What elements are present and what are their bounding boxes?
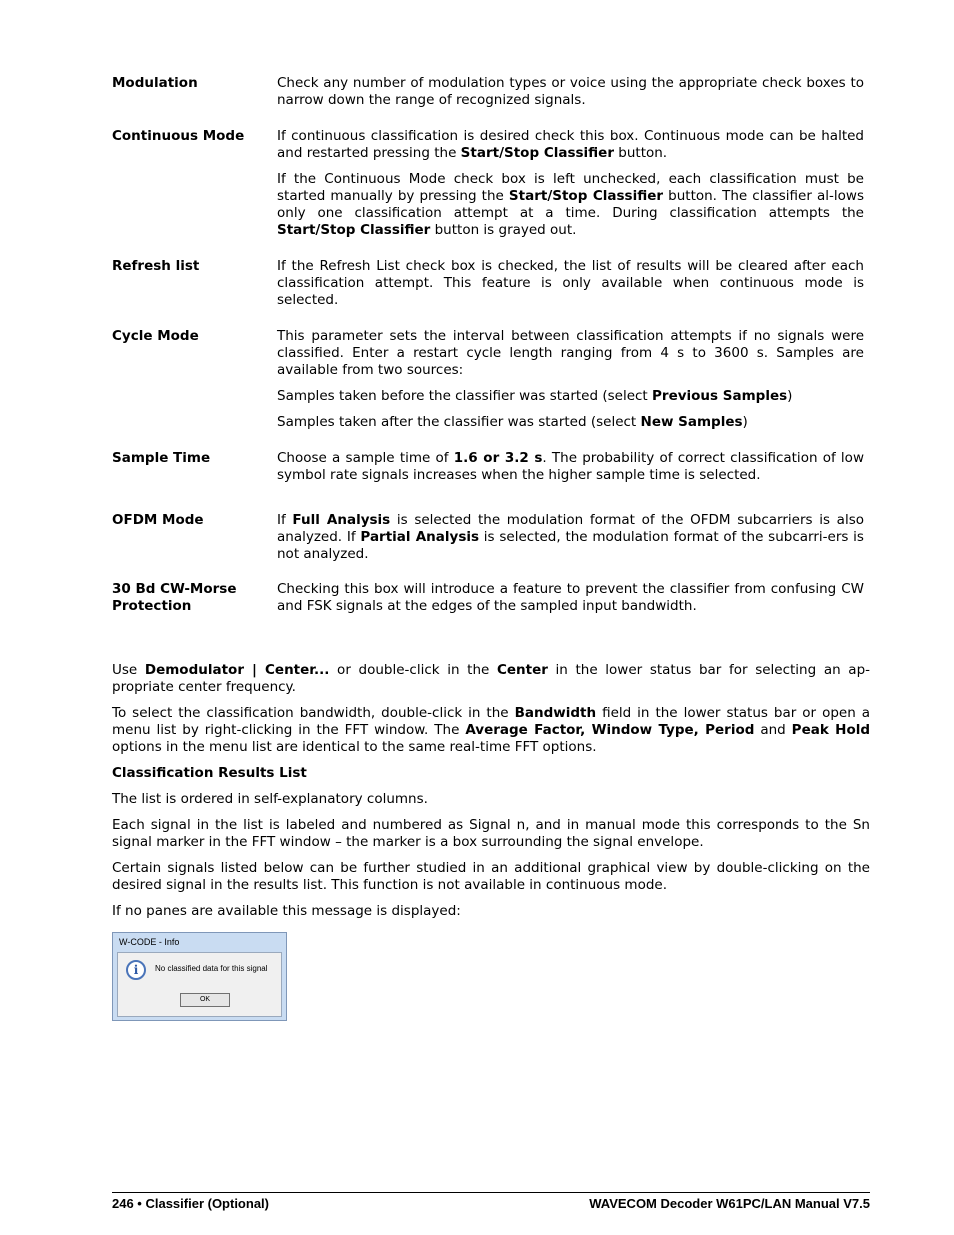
text-run: . The probability of correct classification of low symbol rate signals increases when the higher sample time is selected.: [277, 450, 864, 483]
option-description: [277, 512, 864, 563]
option-term: Cycle Mode: [112, 328, 199, 344]
text-run: If continuous classification is desired check this box. Continuous mode can be halted and restarted pressing the: [277, 128, 864, 161]
body-paragraph: [112, 662, 870, 696]
body-paragraph: [112, 903, 870, 920]
bold-run: Start/Stop Classifier: [508, 188, 664, 204]
text-run: Choose a sample time of: [277, 450, 454, 466]
text-run: Check any number of modulation types or voice using the appropriate check boxes to narrow down the range of recognized signals.: [277, 75, 864, 108]
footer-manual-title: WAVECOM Decoder W61PC/LAN Manual V7.5: [589, 1196, 870, 1211]
bold-run: Full Analysis: [292, 512, 391, 528]
description-paragraph: [277, 328, 864, 379]
ok-button[interactable]: OK: [180, 993, 230, 1007]
text-run: button. The classifier al-lows only one classification attempt at a time. During classification attempts the: [277, 188, 864, 221]
text-run: button.: [613, 145, 668, 161]
info-dialog-screenshot: [112, 932, 287, 1021]
option-row: [112, 450, 864, 484]
bold-run: New Samples: [640, 414, 743, 430]
text-run: If the Refresh List check box is checked, the list of results will be cleared after each classification attempt. This feature is only available when continuous mode is selected.: [277, 258, 864, 308]
option-term: 30 Bd CW-Morse Protection: [112, 581, 237, 614]
description-paragraph: [277, 128, 864, 162]
text-run: field in the lower status bar or open a menu list by right-clicking in the FFT window. The: [112, 705, 870, 738]
text-run: If no panes are available this message is displayed:: [112, 903, 461, 919]
text-run: is selected the modulation format of the OFDM subcarriers is also analyzed. If: [277, 512, 864, 545]
text-run: Each signal in the list is labeled and numbered as Signal n, and in manual mode this corresponds to the Sn signal marker in the FFT window – the marker is a box surrounding the signal envelope.: [112, 817, 870, 850]
bold-run: Partial Analysis: [360, 529, 480, 545]
option-term: Modulation: [112, 75, 198, 91]
bold-run: 1.6 or 3.2 s: [453, 450, 543, 466]
option-row: [112, 581, 864, 615]
text-run: is selected, the modulation format of the subcarri-ers is not analyzed.: [277, 529, 864, 562]
bold-run: Peak Hold: [791, 722, 871, 738]
bold-run: Average Factor, Window Type, Period: [465, 722, 755, 738]
text-run: Samples taken after the classifier was started (select: [277, 414, 641, 430]
option-row: [112, 258, 864, 309]
text-run: This parameter sets the interval between classification attempts if no signals were classified. Enter a restart cycle length ranging from 4 s to 3600 s. Samples are available from two sources:: [277, 328, 864, 378]
bold-run: Center: [496, 662, 548, 678]
option-term: Continuous Mode: [112, 128, 245, 144]
text-run: If the Continuous Mode check box is left unchecked, each classification must be started manually by pressing the: [277, 171, 864, 204]
option-description: [277, 75, 864, 109]
description-paragraph: [277, 581, 864, 615]
option-description: [277, 128, 864, 239]
bold-run: Start/Stop Classifier: [460, 145, 614, 161]
description-paragraph: [277, 388, 864, 405]
text-run: Certain signals listed below can be further studied in an additional graphical view by double-clicking on the desired signal in the results list. This function is not available in continuous mode.: [112, 860, 870, 893]
text-run: ): [787, 388, 793, 404]
text-run: Use: [112, 662, 145, 678]
body-paragraph: [112, 791, 870, 808]
option-row: [112, 328, 864, 431]
text-run: Samples taken before the classifier was started (select: [277, 388, 653, 404]
description-paragraph: [277, 512, 864, 563]
option-definition-list: [112, 75, 864, 615]
dialog-title: W-CODE - Info: [119, 937, 180, 947]
text-run: button is grayed out.: [430, 222, 577, 238]
description-paragraph: [277, 75, 864, 109]
option-row: [112, 128, 864, 239]
option-term: OFDM Mode: [112, 512, 204, 528]
bold-run: Demodulator | Center...: [144, 662, 330, 678]
description-paragraph: [277, 171, 864, 239]
section-heading: [112, 765, 870, 782]
bold-run: Bandwidth: [514, 705, 597, 721]
description-paragraph: [277, 414, 864, 431]
text-run: To select the classification bandwidth, double-click in the: [112, 705, 515, 721]
option-row: [112, 512, 864, 563]
footer-rule: [112, 1192, 870, 1193]
body-paragraph: [112, 817, 870, 851]
option-term: Sample Time: [112, 450, 211, 466]
info-icon: i: [126, 960, 146, 980]
option-row: [112, 75, 864, 109]
text-run: and: [754, 722, 792, 738]
option-description: [277, 258, 864, 309]
body-text: [112, 662, 870, 929]
dialog-message: No classified data for this signal: [155, 964, 268, 973]
dialog-body: [117, 952, 282, 1017]
text-run: options in the menu list are identical to the same real-time FFT options.: [112, 739, 597, 755]
body-paragraph: [112, 860, 870, 894]
description-paragraph: [277, 450, 864, 484]
option-term: Refresh list: [112, 258, 200, 274]
option-description: [277, 450, 864, 484]
text-run: The list is ordered in self-explanatory columns.: [112, 791, 428, 807]
option-description: [277, 581, 864, 615]
option-description: [277, 328, 864, 431]
text-run: If: [277, 512, 293, 528]
description-paragraph: [277, 258, 864, 309]
text-run: or double-click in the: [329, 662, 497, 678]
text-run: in the lower status bar for selecting an ap-propriate center frequency.: [112, 662, 871, 695]
text-run: Checking this box will introduce a feature to prevent the classifier from confusing CW and FSK signals at the edges of the sampled input bandwidth.: [277, 581, 864, 614]
bold-run: Start/Stop Classifier: [277, 222, 431, 238]
text-run: Classification Results List: [112, 765, 307, 781]
footer-page-section: 246 • Classifier (Optional): [112, 1196, 269, 1211]
text-run: ): [742, 414, 748, 430]
body-paragraph: [112, 705, 870, 756]
bold-run: Previous Samples: [652, 388, 788, 404]
